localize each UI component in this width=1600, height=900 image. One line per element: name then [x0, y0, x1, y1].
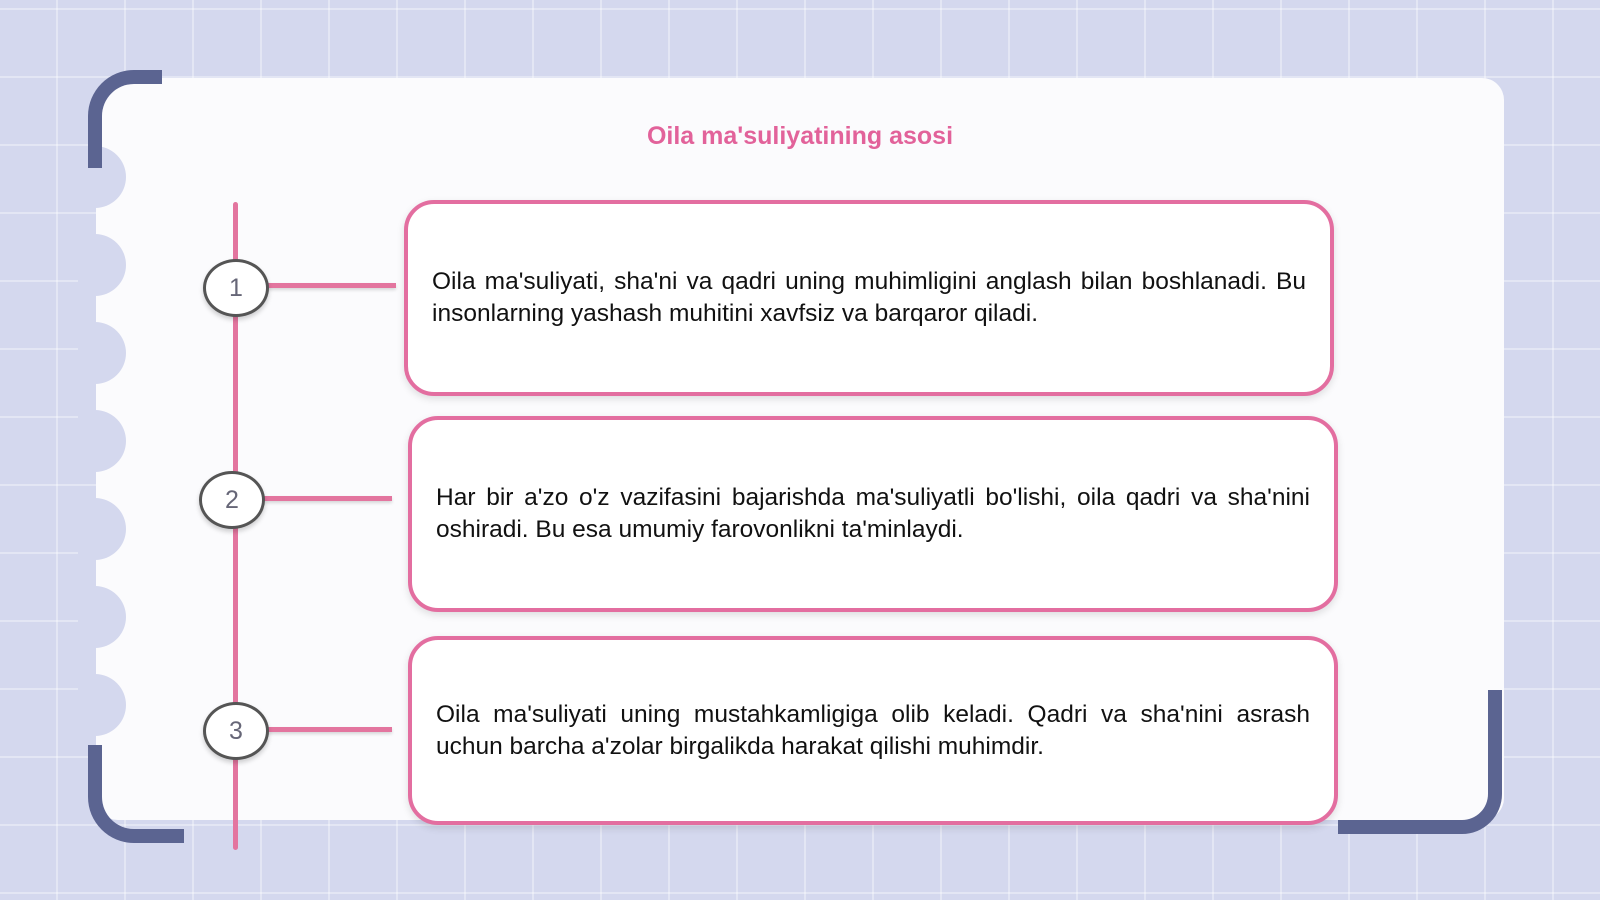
step-number-badge: 2	[199, 471, 265, 529]
timeline-connector	[266, 727, 392, 732]
step-card	[408, 636, 1338, 825]
step-text: Har bir a'zo o'z vazifasini bajarishda ma'suliyatli bo'lishi, oila qadri va sha'nini oshiradi. Bu esa umumiy farovonlikni ta'minlaydi.	[436, 484, 1310, 543]
frame-corner-bottom-left	[88, 745, 184, 843]
timeline-connector	[263, 496, 392, 501]
step-card	[408, 416, 1338, 612]
step-text: Oila ma'suliyati, sha'ni va qadri uning muhimligini anglash bilan boshlanadi. Bu insonlarning yashash muhitini xavfsiz va barqaror qiladi.	[432, 268, 1306, 327]
step-text: Oila ma'suliyati uning mustahkamligiga olib keladi. Qadri va sha'nini asrash uchun barcha a'zolar birgalikda harakat qilishi muhimdir.	[436, 700, 1310, 760]
step-number-badge: 1	[203, 259, 269, 317]
frame-corner-top-left	[88, 70, 162, 168]
timeline-connector	[266, 283, 396, 288]
step-number-badge: 3	[203, 702, 269, 760]
step-card	[404, 200, 1334, 396]
slide-title: Oila ma'suliyatining asosi	[646, 122, 954, 150]
frame-corner-bottom-right	[1338, 690, 1502, 834]
